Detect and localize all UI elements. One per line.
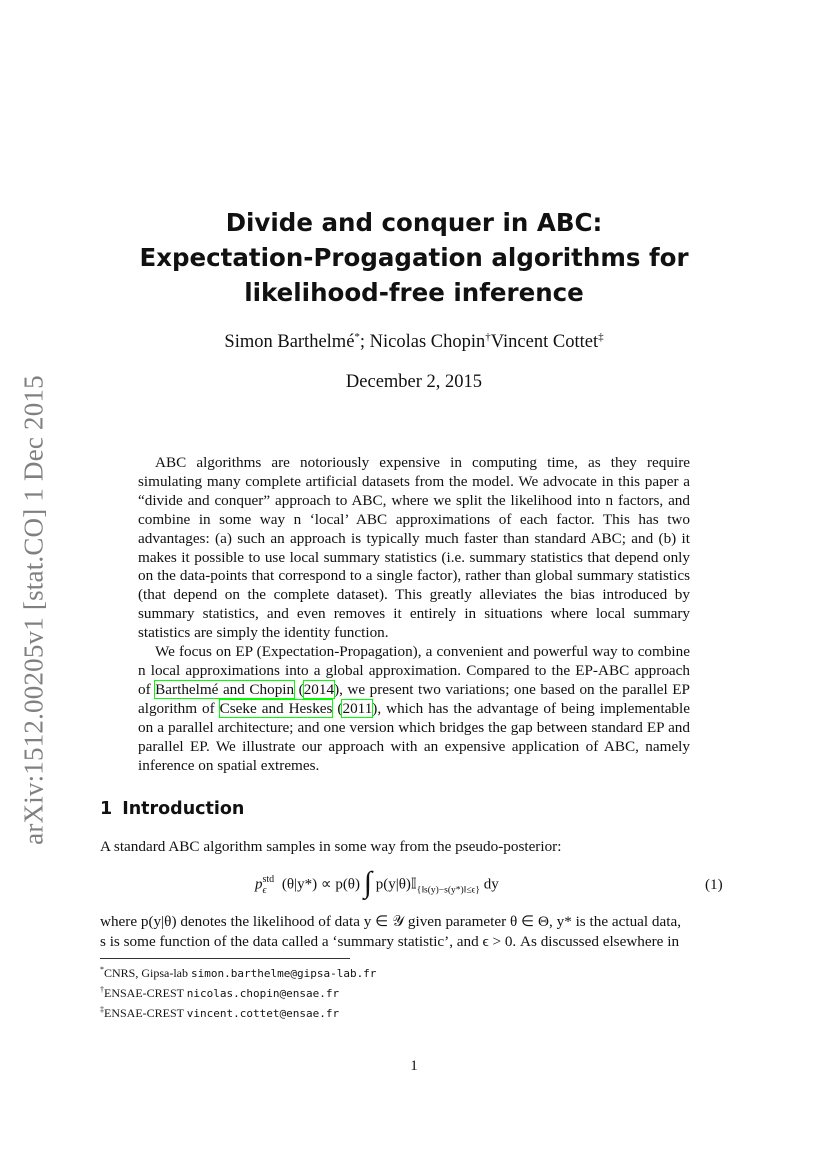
- footnote-divider: [100, 958, 350, 959]
- eq-subscript: ϵ: [262, 885, 267, 896]
- author-name: Vincent Cottet: [490, 332, 599, 353]
- equation-number: (1): [705, 876, 723, 893]
- paper-date: December 2, 2015: [345, 372, 483, 392]
- body-line: where p(y|θ) denotes the likelihood of data y ∈ 𝒴 given parameter θ ∈ Θ, y* is the actual data,: [100, 913, 682, 930]
- abstract-text: We focus on EP (Expectation-Propagation), a convenient and powerful way to combine n local approximations into a global approximation. Compared to the EP-ABC approach of: [138, 643, 690, 698]
- eq-tail: dy: [479, 876, 499, 893]
- author-footnote-mark[interactable]: *: [354, 331, 360, 343]
- section-title: Introduction: [122, 799, 245, 819]
- eq-integrand: p(y|θ)𝕀: [371, 876, 417, 893]
- footnote-affiliation: ENSAE-CREST: [104, 986, 187, 1000]
- footnotes: [100, 962, 376, 1022]
- author-name: ; Nicolas Chopin: [359, 332, 486, 353]
- footnote-2: [100, 982, 376, 1002]
- eq-lhs-args: (θ|y*) ∝ p(θ): [278, 876, 364, 893]
- integral-sign: ∫: [363, 866, 372, 899]
- footnote-email[interactable]: simon.barthelme@gipsa-lab.fr: [191, 967, 377, 980]
- citation-paren: (: [332, 699, 343, 717]
- citation-year-link[interactable]: 2014: [303, 680, 335, 698]
- footnote-mark: *: [100, 965, 104, 974]
- footnote-3: [100, 1002, 376, 1022]
- equation-1: [255, 868, 499, 904]
- citation-paren: ): [334, 680, 340, 698]
- author-footnote-mark[interactable]: ‡: [598, 331, 604, 343]
- abstract-paragraph-2: [138, 643, 690, 775]
- footnote-mark: †: [100, 985, 104, 994]
- footnote-affiliation: CNRS, Gipsa-lab: [104, 966, 191, 980]
- eq-indicator-subscript: {‖s(y)−s(y*)‖≤ϵ}: [416, 885, 480, 896]
- citation-paren: ): [372, 699, 378, 717]
- body-paragraph: [100, 912, 728, 951]
- citation-paren: (: [294, 680, 304, 698]
- footnote-mark: ‡: [100, 1005, 104, 1014]
- author-list: [100, 331, 728, 353]
- paper-title: [100, 205, 728, 310]
- eq-p: p: [255, 876, 263, 893]
- page-number: 1: [410, 1058, 418, 1074]
- eq-sup-sub: [263, 874, 275, 896]
- abstract: [138, 454, 690, 775]
- abstract-text: , we present two variations; one based on the parallel EP algorithm of: [138, 680, 690, 717]
- footnote-email[interactable]: vincent.cottet@ensae.fr: [186, 1007, 340, 1020]
- author-footnote-mark[interactable]: †: [485, 331, 491, 343]
- abstract-text: , which has the advantage of being implementable on a parallel architecture; and one version which bridges the gap between standard EP and parallel EP. We illustrate our approach with an expensive application of ABC, namely inference on spatial extremes.: [138, 699, 690, 774]
- footnote-email[interactable]: nicolas.chopin@ensae.fr: [186, 987, 340, 1000]
- eq-superscript: std: [262, 874, 275, 885]
- title-line-1: Divide and conquer in ABC:: [225, 208, 603, 237]
- arxiv-sidebar: [10, 360, 58, 860]
- body-line: s is some function of the data called a ‘summary statistic’, and ϵ > 0. As discussed elsewhere in: [100, 932, 680, 950]
- section-heading: [100, 799, 244, 819]
- section-number: 1: [100, 799, 113, 819]
- arxiv-identifier: arXiv:1512.00205v1 [stat.CO] 1 Dec 2015: [18, 375, 49, 845]
- title-line-2: Expectation-Progagation algorithms for: [139, 243, 689, 272]
- abstract-paragraph-1: ABC algorithms are notoriously expensive in computing time, as they require simulating many complete artificial datasets from the model. We advocate in this paper a “divide and conquer” approach to ABC, where we split the likelihood into n factors, and combine in some way n ‘local’ ABC approximations of each factor. This has two advantages: (a) such an approach is typically much faster than standard ABC; and (b) it makes it possible to use local summary statistics (i.e. summary statistics that depend only on the data-points that correspond to a single factor), rather than global summary statistics (that depend on the complete dataset). This greatly alleviates the bias introduced by summary statistics, and even removes it entirely in situations where local summary statistics are simply the identity function.: [138, 454, 690, 642]
- footnote-1: [100, 962, 376, 982]
- author-name: Simon Barthelmé: [224, 332, 355, 353]
- citation-link[interactable]: Barthelmé and Chopin: [155, 680, 295, 698]
- citation-link[interactable]: Cseke and Heskes: [219, 699, 333, 717]
- intro-paragraph: A standard ABC algorithm samples in some way from the pseudo-posterior:: [100, 838, 562, 855]
- title-line-3: likelihood-free inference: [244, 278, 584, 307]
- footnote-affiliation: ENSAE-CREST: [104, 1006, 187, 1020]
- citation-year-link[interactable]: 2011: [342, 699, 373, 717]
